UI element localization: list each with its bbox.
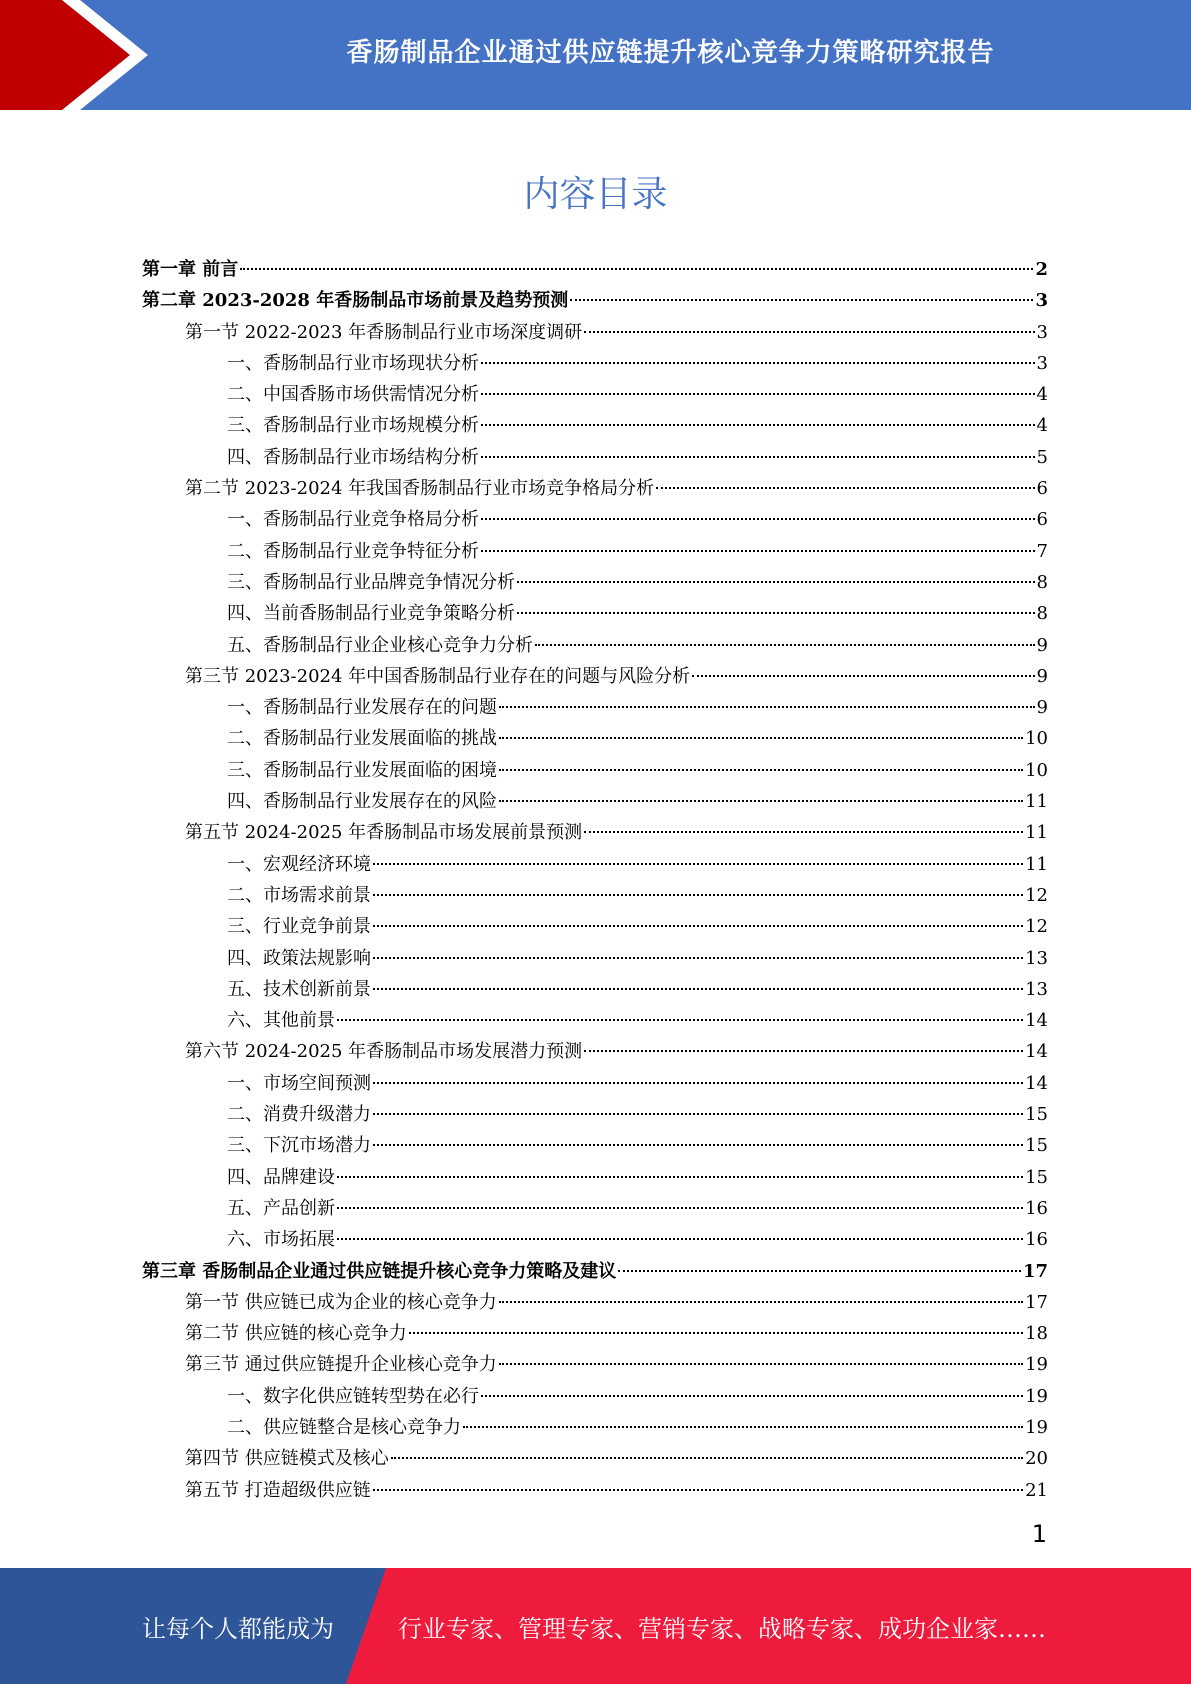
toc-entry-label: 六、其他前景 (227, 1010, 335, 1032)
toc-entry[interactable] (142, 1349, 1048, 1380)
toc-entry-page: 2 (1035, 259, 1048, 280)
toc-entry[interactable] (142, 254, 1048, 285)
toc-entry-page: 10 (1025, 728, 1048, 750)
toc-entry-label: 一、香肠制品行业竞争格局分析 (227, 509, 479, 531)
toc-leader-dots (584, 831, 1023, 833)
toc-entry-page: 9 (1036, 697, 1048, 719)
toc-leader-dots (499, 706, 1035, 708)
toc-entry-page: 6 (1036, 509, 1048, 531)
toc-entry-page: 8 (1036, 571, 1048, 593)
toc-entry[interactable] (142, 567, 1048, 598)
toc-entry[interactable] (142, 849, 1048, 880)
toc-entry-label: 第三章 香肠制品企业通过供应链提升核心竞争力策略及建议 (142, 1260, 617, 1282)
toc-leader-dots (337, 1019, 1023, 1021)
toc-entry-page: 15 (1025, 1166, 1048, 1188)
toc-entry[interactable] (142, 911, 1048, 942)
toc-entry-label: 四、品牌建设 (227, 1166, 335, 1188)
toc-entry-page: 21 (1025, 1479, 1048, 1501)
toc-entry-page: 15 (1025, 1135, 1048, 1157)
toc-entry-page: 14 (1025, 1010, 1048, 1032)
toc-leader-dots (481, 550, 1035, 552)
toc-entry[interactable] (142, 442, 1048, 473)
toc-entry-label: 一、数字化供应链转型势在必行 (227, 1385, 479, 1407)
toc-leader-dots (337, 1238, 1023, 1240)
toc-entry-page: 19 (1025, 1354, 1048, 1376)
toc-entry[interactable] (142, 1130, 1048, 1161)
toc-leader-dots (481, 456, 1035, 458)
toc-entry-label: 第二节 2023-2024 年我国香肠制品行业市场竞争格局分析 (185, 478, 655, 500)
toc-leader-dots (656, 487, 1034, 489)
toc-entry-page: 7 (1036, 540, 1048, 562)
toc-entry[interactable] (142, 473, 1048, 504)
toc-entry[interactable] (142, 1287, 1048, 1318)
toc-entry-label: 一、宏观经济环境 (227, 853, 371, 875)
toc-entry-label: 一、香肠制品行业发展存在的问题 (227, 697, 497, 719)
toc-entry-label: 第四节 供应链模式及核心 (185, 1448, 389, 1470)
toc-entry-label: 四、当前香肠制品行业竞争策略分析 (227, 603, 515, 625)
footer-slogan-left: 让每个人都能成为 (142, 1614, 334, 1643)
toc-entry-label: 第六节 2024-2025 年香肠制品市场发展潜力预测 (185, 1041, 583, 1063)
toc-entry-label: 六、市场拓展 (227, 1229, 335, 1251)
toc-entry[interactable] (142, 1256, 1048, 1287)
toc-entry-page: 8 (1036, 603, 1048, 625)
toc-leader-dots (409, 1332, 1023, 1334)
toc-entry[interactable] (142, 1443, 1048, 1474)
toc-entry-page: 14 (1025, 1072, 1048, 1094)
toc-entry-label: 四、政策法规影响 (227, 947, 371, 969)
toc-entry-label: 三、行业竞争前景 (227, 916, 371, 938)
toc-entry-page: 18 (1025, 1323, 1048, 1345)
toc-entry-label: 三、香肠制品行业市场规模分析 (227, 415, 479, 437)
toc-entry-label: 三、下沉市场潜力 (227, 1135, 371, 1157)
toc-entry-page: 12 (1025, 916, 1048, 938)
toc-leader-dots (481, 424, 1035, 426)
toc-entry[interactable] (142, 379, 1048, 410)
toc-entry-page: 16 (1025, 1229, 1048, 1251)
toc-leader-dots (373, 1144, 1023, 1146)
toc-entry-label: 二、供应链整合是核心竞争力 (227, 1416, 461, 1438)
toc-entry[interactable] (142, 661, 1048, 692)
toc-entry-label: 二、中国香肠市场供需情况分析 (227, 384, 479, 406)
page-number: 1 (1031, 1520, 1047, 1548)
toc-entry-label: 第五节 2024-2025 年香肠制品市场发展前景预测 (185, 822, 583, 844)
toc-entry[interactable] (142, 285, 1048, 316)
toc-entry-page: 3 (1036, 352, 1048, 374)
toc-entry[interactable] (142, 692, 1048, 723)
report-header (0, 0, 1191, 110)
toc-entry-page: 15 (1025, 1104, 1048, 1126)
toc-entry[interactable] (142, 630, 1048, 661)
toc-entry-label: 第一章 前言 (142, 259, 239, 280)
toc-entry-page: 13 (1025, 947, 1048, 969)
toc-entry-label: 二、消费升级潜力 (227, 1104, 371, 1126)
toc-entry[interactable] (142, 1193, 1048, 1224)
toc-entry-label: 第三节 2023-2024 年中国香肠制品行业存在的问题与风险分析 (185, 665, 691, 687)
toc-leader-dots (337, 1207, 1023, 1209)
toc-entry[interactable] (142, 755, 1048, 786)
toc-leader-dots (463, 1426, 1023, 1428)
toc-entry-page: 17 (1025, 1291, 1048, 1313)
toc-entry[interactable] (142, 1162, 1048, 1193)
toc-entry-page: 16 (1025, 1197, 1048, 1219)
toc-leader-dots (373, 894, 1023, 896)
toc-leader-dots (584, 331, 1034, 333)
toc-leader-dots (337, 1176, 1023, 1178)
toc-title: 内容目录 (523, 174, 668, 215)
toc-entry-label: 二、市场需求前景 (227, 884, 371, 906)
toc-entry-label: 二、香肠制品行业发展面临的挑战 (227, 728, 497, 750)
table-of-contents (142, 254, 1048, 1506)
toc-entry-page: 19 (1025, 1416, 1048, 1438)
toc-entry-page: 11 (1025, 853, 1048, 875)
toc-entry-label: 五、技术创新前景 (227, 978, 371, 1000)
toc-leader-dots (391, 1457, 1023, 1459)
toc-entry-page: 9 (1036, 665, 1048, 687)
toc-leader-dots (618, 1270, 1021, 1272)
toc-leader-dots (584, 1050, 1023, 1052)
toc-entry-label: 第一节 供应链已成为企业的核心竞争力 (185, 1291, 497, 1313)
toc-entry-page: 20 (1025, 1448, 1048, 1470)
toc-entry[interactable] (142, 348, 1048, 379)
toc-entry-page: 12 (1025, 884, 1048, 906)
toc-entry[interactable] (142, 1318, 1048, 1349)
toc-leader-dots (373, 1082, 1023, 1084)
chevron-arrow-icon (0, 0, 160, 110)
toc-entry-page: 6 (1036, 478, 1048, 500)
toc-entry[interactable] (142, 786, 1048, 817)
footer-banner (0, 1568, 1191, 1684)
toc-entry[interactable] (142, 1412, 1048, 1443)
toc-entry[interactable] (142, 598, 1048, 629)
toc-entry-page: 19 (1025, 1385, 1048, 1407)
toc-entry-label: 二、香肠制品行业竞争特征分析 (227, 540, 479, 562)
toc-entry-page: 9 (1036, 634, 1048, 656)
toc-entry[interactable] (142, 317, 1048, 348)
toc-leader-dots (373, 988, 1023, 990)
toc-entry-page: 4 (1036, 384, 1048, 406)
toc-leader-dots (517, 581, 1035, 583)
toc-entry[interactable] (142, 1475, 1048, 1506)
toc-entry[interactable] (142, 1005, 1048, 1036)
toc-entry-page: 3 (1035, 290, 1048, 312)
toc-leader-dots (499, 1301, 1023, 1303)
toc-leader-dots (240, 268, 1033, 270)
toc-entry-page: 17 (1022, 1260, 1048, 1282)
toc-entry[interactable] (142, 536, 1048, 567)
toc-entry[interactable] (142, 410, 1048, 441)
toc-entry-page: 10 (1025, 759, 1048, 781)
toc-entry-page: 11 (1025, 822, 1048, 844)
toc-entry-label: 第二章 2023-2028 年香肠制品市场前景及趋势预测 (142, 290, 569, 312)
toc-entry-label: 第一节 2022-2023 年香肠制品行业市场深度调研 (185, 321, 583, 343)
toc-leader-dots (481, 393, 1035, 395)
toc-leader-dots (373, 957, 1023, 959)
toc-entry-page: 14 (1025, 1041, 1048, 1063)
toc-leader-dots (692, 675, 1034, 677)
toc-entry[interactable] (142, 723, 1048, 754)
toc-leader-dots (373, 925, 1023, 927)
toc-entry-label: 第三节 通过供应链提升企业核心竞争力 (185, 1354, 497, 1376)
toc-leader-dots (499, 769, 1023, 771)
report-title: 香肠制品企业通过供应链提升核心竞争力策略研究报告 (346, 37, 995, 68)
toc-entry-label: 第五节 打造超级供应链 (185, 1479, 371, 1501)
toc-leader-dots (535, 644, 1035, 646)
toc-entry-label: 三、香肠制品行业品牌竞争情况分析 (227, 571, 515, 593)
toc-leader-dots (499, 800, 1023, 802)
toc-entry[interactable] (142, 974, 1048, 1005)
toc-leader-dots (373, 863, 1023, 865)
toc-entry[interactable] (142, 880, 1048, 911)
toc-leader-dots (481, 1395, 1023, 1397)
footer-slogan-right: 行业专家、管理专家、营销专家、战略专家、成功企业家…… (398, 1614, 1046, 1643)
toc-entry[interactable] (142, 1036, 1048, 1067)
toc-entry-label: 五、香肠制品行业企业核心竞争力分析 (227, 634, 533, 656)
toc-entry-page: 5 (1036, 446, 1048, 468)
toc-entry[interactable] (142, 943, 1048, 974)
toc-entry-page: 11 (1025, 791, 1048, 813)
toc-leader-dots (499, 737, 1023, 739)
toc-entry-label: 一、香肠制品行业市场现状分析 (227, 352, 479, 374)
toc-entry-page: 13 (1025, 978, 1048, 1000)
toc-entry[interactable] (142, 504, 1048, 535)
toc-entry[interactable] (142, 1099, 1048, 1130)
toc-entry-label: 一、市场空间预测 (227, 1072, 371, 1094)
toc-entry-label: 四、香肠制品行业市场结构分析 (227, 446, 479, 468)
toc-entry[interactable] (142, 1068, 1048, 1099)
toc-entry[interactable] (142, 817, 1048, 848)
toc-leader-dots (373, 1489, 1023, 1491)
toc-entry-label: 第二节 供应链的核心竞争力 (185, 1323, 407, 1345)
toc-entry-label: 五、产品创新 (227, 1197, 335, 1219)
toc-leader-dots (570, 299, 1033, 301)
toc-leader-dots (481, 362, 1035, 364)
toc-leader-dots (499, 1363, 1023, 1365)
toc-entry[interactable] (142, 1224, 1048, 1255)
toc-entry-page: 4 (1036, 415, 1048, 437)
toc-entry-label: 四、香肠制品行业发展存在的风险 (227, 791, 497, 813)
toc-leader-dots (373, 1113, 1023, 1115)
toc-entry-page: 3 (1036, 321, 1048, 343)
toc-entry-label: 三、香肠制品行业发展面临的困境 (227, 759, 497, 781)
toc-leader-dots (481, 518, 1035, 520)
toc-entry[interactable] (142, 1381, 1048, 1412)
toc-leader-dots (517, 612, 1035, 614)
